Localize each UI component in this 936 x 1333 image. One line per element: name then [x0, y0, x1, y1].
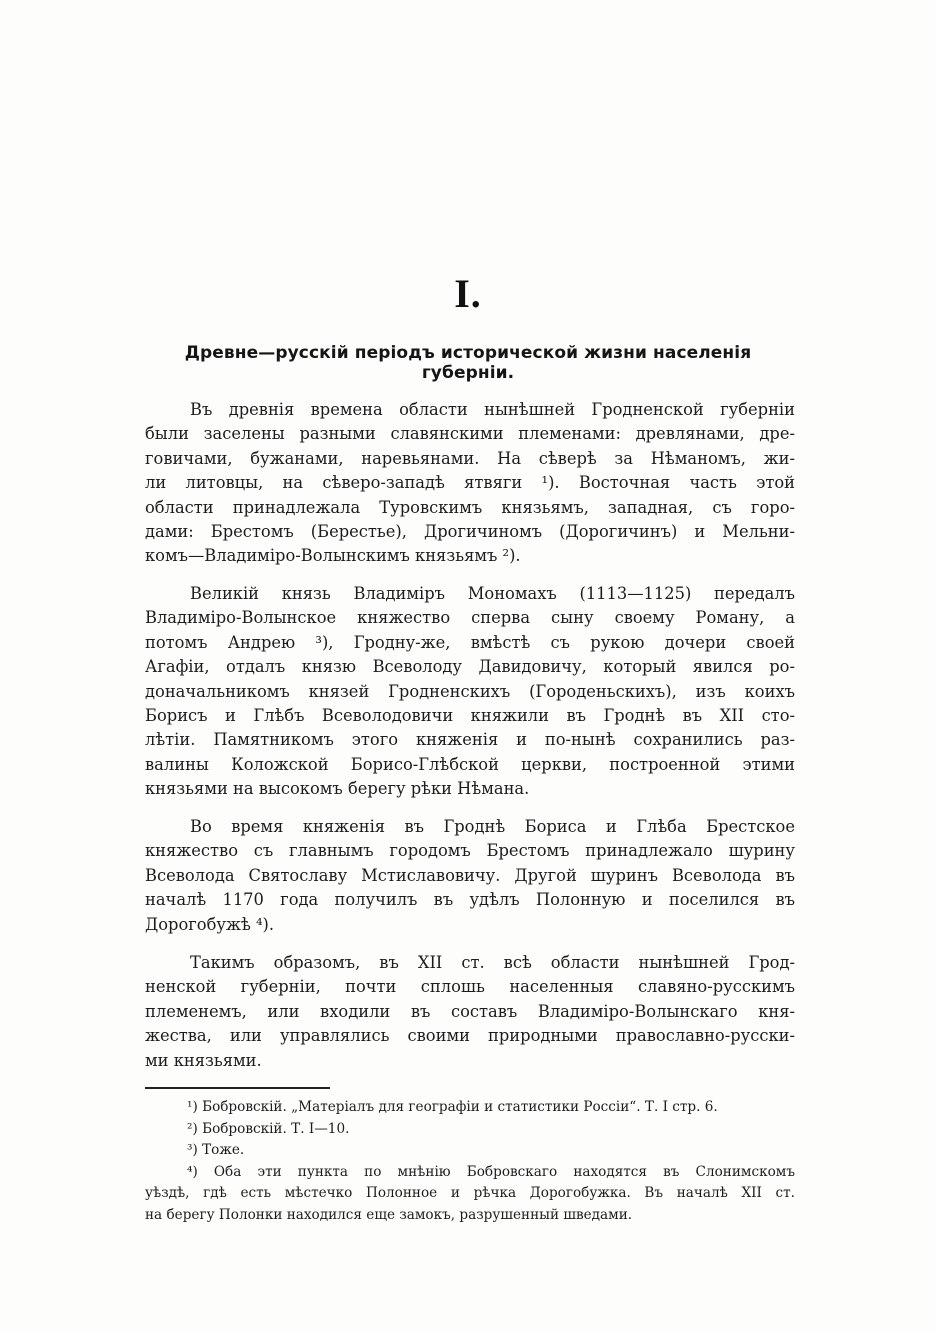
footnote-4	[145, 1162, 795, 1227]
paragraph-3	[145, 815, 795, 937]
text-line: Такимъ образомъ, въ XII ст. всѣ области нынѣшней Грод-	[190, 953, 795, 972]
footnote-2	[145, 1119, 795, 1141]
text-line: княжество съ главнымъ городомъ Брестомъ принадлежало шурину	[145, 841, 795, 861]
text-line: Агафіи, отдалъ князю Всеволоду Давидовичу, который явился ро-	[145, 657, 795, 677]
text-line: лѣтіи. Памятникомъ этого княженія и по-нынѣ сохранились раз-	[145, 730, 795, 750]
text-line: Великій князь Владиміръ Мономахъ (1113—1125) передалъ	[190, 584, 795, 603]
chapter-title: Древне—русскій періодъ исторической жизни населенія губерніи.	[184, 343, 752, 383]
paragraph-2	[145, 582, 795, 802]
footnote-line: ³) Тоже.	[187, 1142, 245, 1159]
text-line: говичами, бужанами, наревьянами. На сѣверѣ за Нѣманомъ, жи-	[145, 448, 795, 468]
footnotes	[145, 1097, 795, 1227]
footnote-line: уѣздѣ, гдѣ есть мѣстечко Полонное и рѣчка Дорогобужка. Въ началѣ XII ст.	[145, 1185, 795, 1202]
text-line: дами: Брестомъ (Берестье), Дрогичиномъ (Дорогичинъ) и Мельни-	[145, 522, 795, 542]
text-line: валины Коложской Борисо-Глѣбской церкви, построенной этими	[145, 754, 795, 774]
text-line: области принадлежала Туровскимъ князьямъ, западная, съ горо-	[145, 497, 795, 517]
footnote-divider	[145, 1087, 330, 1089]
text-line: доначальникомъ князей Гродненскихъ (Городеньскихъ), изъ коихъ	[145, 681, 795, 701]
paragraph-4	[145, 951, 795, 1073]
text-line: началѣ 1170 года получилъ въ удѣлъ Полонную и поселился въ	[145, 890, 795, 910]
text-line: жества, или управлялись своими природными православно-русски-	[145, 1026, 795, 1046]
text-line: Борисъ и Глѣбъ Всеволодовичи княжили въ Гроднѣ въ XII сто-	[145, 706, 795, 726]
text-line: Всеволода Святославу Мстиславовичу. Другой шуринъ Всеволода въ	[145, 865, 795, 885]
text-line: Во время княженія въ Гроднѣ Бориса и Глѣба Брестское	[190, 817, 795, 836]
footnote-1	[145, 1097, 795, 1119]
footnote-line: ¹) Бобровскій. „Матеріалъ для географіи и статистики Россіи“. Т. I стр. 6.	[187, 1099, 718, 1115]
text-line: потомъ Андрею ³), Гродну-же, вмѣстѣ съ рукою дочери своей	[145, 632, 795, 652]
footnote-line: ²) Бобровскій. Т. I—10.	[187, 1120, 350, 1137]
chapter-number: I.	[454, 271, 482, 316]
text-line: племенемъ, или входили въ составъ Владиміро-Волынскаго кня-	[145, 1001, 795, 1021]
text-line: ли литовцы, на сѣверо-западѣ ятвяги ¹). Восточная часть этой	[145, 473, 795, 493]
paragraph-1	[145, 398, 795, 569]
text-line: Владиміро-Волынское княжество сперва сыну своему Роману, а	[145, 608, 795, 628]
text-line: Въ древнія времена области нынѣшней Гродненской губерніи	[190, 400, 795, 419]
text-line: комъ—Владиміро-Волынскимъ князьямъ ²).	[145, 546, 521, 566]
text-line: Дорогобужѣ ⁴).	[145, 914, 275, 934]
footnote-line: ⁴) Оба эти пункта по мнѣнію Бобровскаго находятся въ Слонимскомъ	[187, 1163, 795, 1180]
footnote-line: на берегу Полонки находился еще замокъ, разрушенный шведами.	[145, 1206, 633, 1223]
footnote-3	[145, 1140, 795, 1162]
text-line: князьями на высокомъ берегу рѣки Нѣмана.	[145, 779, 530, 799]
text-line: были заселены разными славянскими племенами: древлянами, дре-	[145, 424, 795, 444]
text-line: ненской губерніи, почти сплошь населенныя славяно-русскимъ	[145, 977, 795, 997]
text-line: ми князьями.	[145, 1050, 262, 1070]
